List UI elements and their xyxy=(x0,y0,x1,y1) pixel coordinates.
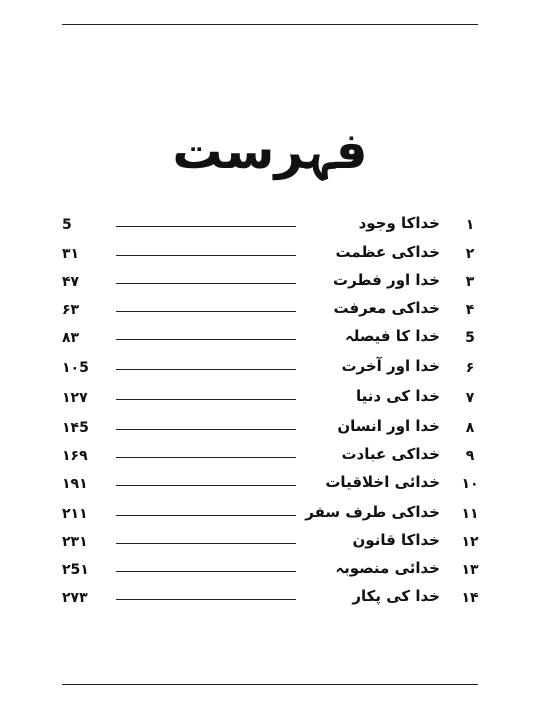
entry-page: ۲۱۱ xyxy=(62,506,88,522)
entry-page: ۱۶۹ xyxy=(62,448,88,464)
entry-number: ۹ xyxy=(465,448,475,464)
toc-row xyxy=(0,444,540,470)
toc-row xyxy=(0,502,540,528)
leader-line xyxy=(116,369,296,370)
toc-row xyxy=(0,270,540,296)
entry-page: ۲۷۳ xyxy=(62,590,88,606)
entry-number: ۳ xyxy=(465,274,475,290)
toc-row xyxy=(0,586,540,612)
entry-title: خداکی عظمت xyxy=(335,243,440,261)
leader-line xyxy=(116,339,296,340)
entry-page: ۱۴5 xyxy=(62,420,89,436)
entry-number: ۱۳ xyxy=(461,562,479,578)
leader-line xyxy=(116,429,296,430)
entry-number: ۴ xyxy=(465,302,475,318)
toc-row xyxy=(0,298,540,324)
entry-page: ۴۷ xyxy=(62,274,80,290)
entry-title: خدا کی دنیا xyxy=(355,387,440,405)
entry-number: ۱۴ xyxy=(461,590,479,606)
bottom-rule xyxy=(62,684,478,685)
entry-number: ۱۰ xyxy=(461,476,479,492)
entry-page: ۱۰5 xyxy=(62,360,89,376)
entry-title: خداکا قانون xyxy=(352,531,440,549)
leader-line xyxy=(116,543,296,544)
leader-line xyxy=(116,599,296,600)
leader-line xyxy=(116,485,296,486)
entry-title: خدا اور انسان xyxy=(337,417,440,435)
entry-number: ۷ xyxy=(465,390,475,406)
entry-number: ۸ xyxy=(465,420,475,436)
toc-row xyxy=(0,472,540,498)
leader-line xyxy=(116,283,296,284)
entry-title: خدا کا فیصلہ xyxy=(344,327,440,345)
toc-row xyxy=(0,558,540,584)
leader-line xyxy=(116,571,296,572)
leader-line xyxy=(116,515,296,516)
entry-title: خدا اور آخرت xyxy=(341,357,440,375)
leader-line xyxy=(116,226,296,227)
entry-page: ۲۳۱ xyxy=(62,534,88,550)
entry-title: خدائی اخلاقیات xyxy=(325,473,440,491)
entry-title: خدائی منصوبہ xyxy=(335,559,440,577)
entry-page: ۶۳ xyxy=(62,302,80,318)
page-title: فہرست xyxy=(172,122,368,180)
entry-page: ۸۳ xyxy=(62,330,80,346)
entry-title: خدا اور فطرت xyxy=(333,271,440,289)
leader-line xyxy=(116,399,296,400)
toc-row xyxy=(0,213,540,239)
entry-title: خداکی عبادت xyxy=(341,445,440,463)
entry-title: خدا کی پکار xyxy=(352,587,440,605)
entry-number: ۱ xyxy=(465,217,475,233)
entry-page: ۲5۱ xyxy=(62,562,89,578)
entry-number: ۱۲ xyxy=(461,534,479,550)
toc-row xyxy=(0,326,540,352)
leader-line xyxy=(116,311,296,312)
toc-row xyxy=(0,416,540,442)
entry-page: ۳۱ xyxy=(62,246,80,262)
top-rule xyxy=(62,24,478,25)
entry-title: خداکی طرف سفر xyxy=(305,503,440,521)
toc-row xyxy=(0,386,540,412)
entry-number: ۶ xyxy=(465,360,475,376)
entry-number: ۲ xyxy=(465,246,475,262)
entry-title: خداکی معرفت xyxy=(333,299,440,317)
entry-page: 5 xyxy=(62,217,72,233)
entry-number: 5 xyxy=(465,330,475,346)
leader-line xyxy=(116,255,296,256)
leader-line xyxy=(116,457,296,458)
toc-row xyxy=(0,242,540,268)
toc-row xyxy=(0,356,540,382)
entry-page: ۱۲۷ xyxy=(62,390,88,406)
entry-number: ۱۱ xyxy=(461,506,479,522)
entry-page: ۱۹۱ xyxy=(62,476,88,492)
entry-title: خداکا وجود xyxy=(358,214,440,232)
toc-row xyxy=(0,530,540,556)
